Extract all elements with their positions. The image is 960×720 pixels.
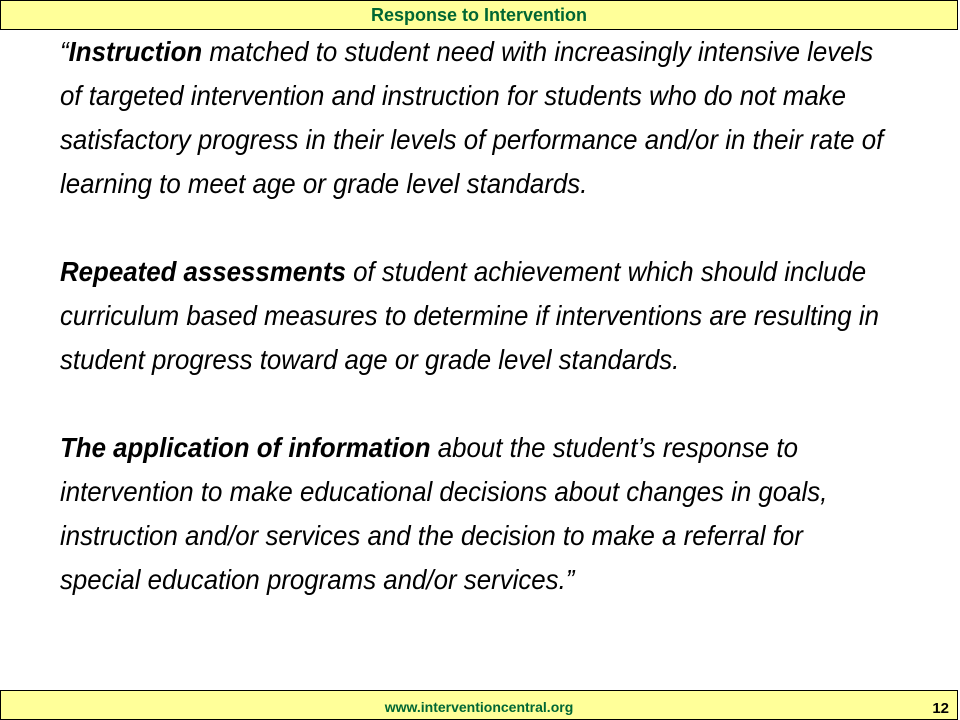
- definition-repeated-assessments: of student achievement which should include curriculum based measures to determine if interventions are resulting in student progress toward age or grade level standards.: [60, 256, 879, 375]
- header-bar: [0, 0, 958, 30]
- term-application-of-information: The application of information: [60, 432, 431, 463]
- slide-body: [60, 30, 887, 646]
- footer-bar: [0, 690, 958, 720]
- footer-url: www.interventioncentral.org: [384, 699, 574, 715]
- definition-application-of-information: about the student’s response to intervention to make educational decisions about changes in goals, instruction and/or services and the decision to make a referral for special education programs and/or services.”: [60, 432, 828, 595]
- term-instruction: Instruction: [68, 36, 203, 67]
- definition-instruction: matched to student need with increasingly intensive levels of targeted intervention and instruction for students who do not make satisfactory progress in their levels of performance and/or in their rate of learning to meet age or grade level standards.: [60, 36, 884, 199]
- slide-title: Response to Intervention: [370, 5, 588, 25]
- term-repeated-assessments: Repeated assessments: [60, 256, 346, 287]
- paragraph-instruction: [60, 30, 887, 206]
- paragraph-repeated-assessments: [60, 250, 887, 382]
- opening-quote: “: [60, 36, 69, 67]
- page-number: 12: [932, 700, 949, 717]
- paragraph-application-of-information: [60, 426, 887, 602]
